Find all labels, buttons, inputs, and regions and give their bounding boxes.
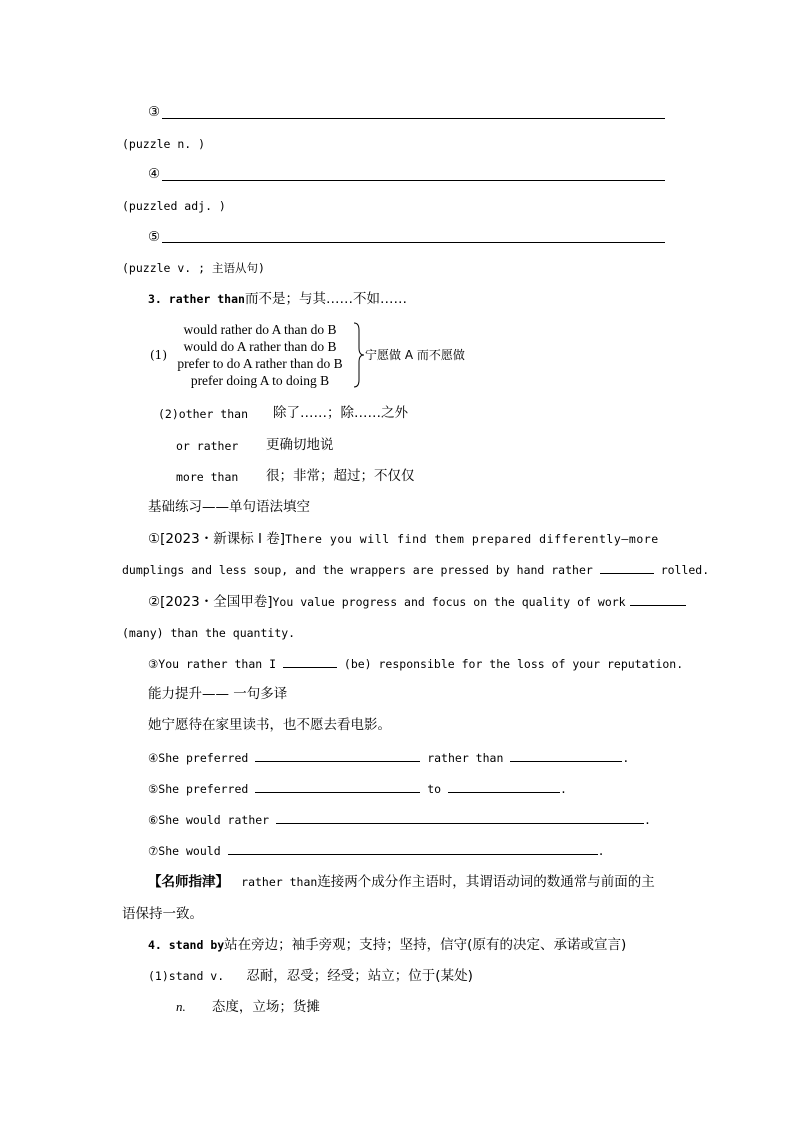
t6-text-a: ⑥She would rather [148,813,270,827]
pattern-item: would do A rather than do B [183,339,337,354]
t5-blank-1[interactable] [255,780,420,793]
section-4-number: 4. [148,938,169,952]
t4-text-a: ④She preferred [148,751,249,765]
translation-5 [148,780,567,798]
section-4-sub-1 [148,967,473,986]
tip-phrase: rather than [241,875,318,889]
q1-blank[interactable] [600,561,654,574]
q3-text-b: (be) responsible for the loss of your reputation. [343,657,684,671]
sub-2-other-than: (2)other than [158,407,249,421]
pattern-item: would rather do A than do B [183,322,337,337]
basic-heading: 基础练习——单句语法填空 [148,499,310,515]
translation-6 [148,811,651,829]
t4-text-b: rather than [427,751,504,765]
item-3-number: ③ [148,104,161,120]
answer-line-3[interactable] [162,118,665,119]
section-4-meaning: 站在旁边；袖手旁观；支持；坚持，信守(原有的决定、承诺或宣言) [224,937,627,953]
q2-text-b: (many) than the quantity. [122,626,296,640]
stand-v-meaning: 忍耐，忍受；经受；站立；位于(某处) [246,968,473,984]
t5-blank-2[interactable] [448,780,560,793]
basic-q1-line-b [122,561,709,579]
hint-puzzle-n: (puzzle n. ) [122,137,206,151]
or-rather-meaning: 更确切地说 [266,437,334,453]
translation-7 [148,842,605,860]
q3-text-a: ③You rather than I [148,657,277,671]
q2-source: ②[2023・全国甲卷] [148,594,273,610]
q2-text-a: You value progress and focus on the quality of work [272,595,626,609]
tip-label: 【名师指津】 [148,874,229,890]
basic-q1-line-a [148,530,659,549]
q2-blank[interactable] [630,593,686,606]
t7-text-a: ⑦She would [148,844,221,858]
hint-puzzled-adj: (puzzled adj. ) [122,199,226,213]
answer-line-5[interactable] [162,242,665,243]
pattern-meaning: 宁愿做 A 而不愿做 [365,348,465,362]
t6-blank[interactable] [276,811,644,824]
q1-text-b2: rolled. [660,563,710,577]
item-4-number: ④ [148,166,161,182]
period: . [622,751,630,765]
section-3-phrase: rather than [168,292,245,306]
section-4-noun [176,998,320,1017]
tip-line-a [148,873,655,892]
q1-source: ①[2023・新课标 Ⅰ 卷] [148,531,286,547]
period: . [597,844,605,858]
section-3-heading [148,290,407,309]
period: . [560,782,567,796]
stand-n-meaning: 态度，立场；货摊 [211,999,320,1015]
basic-q2-line-a [148,593,686,612]
more-than-meaning: 很；非常；超过；不仅仅 [266,468,415,484]
q1-text-b1: dumplings and less soup, and the wrappers are pressed by hand rather [122,563,593,577]
section-4-phrase: stand by [168,938,225,952]
q3-blank[interactable] [283,655,337,668]
tip-text: 连接两个成分作主语时，其谓语动词的数通常与前面的主 [317,874,655,890]
t5-text-b: to [427,782,442,796]
sub-2-meaning: 除了……；除……之外 [273,405,408,421]
translation-4 [148,749,629,767]
pattern-item: prefer to do A rather than do B [177,356,343,371]
right-brace-icon [352,322,366,388]
section-4-heading [148,936,626,955]
hint-puzzle-v: (puzzle v. ; 主语从句) [122,261,265,275]
pattern-list [166,321,354,389]
tip-line-b: 语保持一致。 [122,906,203,922]
advanced-heading: 能力提升—— 一句多译 [148,686,288,702]
pattern-item: prefer doing A to doing B [190,373,330,388]
t4-blank-2[interactable] [510,749,622,762]
stand-v: (1)stand v. [148,969,225,983]
stand-n: n. [176,999,186,1014]
basic-q3 [148,655,683,673]
period: . [644,813,651,827]
more-than: more than [176,470,239,484]
item-5-number: ⑤ [148,229,161,245]
t7-blank[interactable] [228,842,598,855]
t5-text-a: ⑤She preferred [148,782,249,796]
advanced-sentence: 她宁愿待在家里读书，也不愿去看电影。 [148,717,391,733]
section-3-meaning: 而不是；与其……不如…… [244,291,407,307]
or-rather: or rather [176,439,239,453]
sub-1-label: (1) [150,348,167,362]
q1-text-a: There you will find them prepared differently—more [285,532,659,546]
t4-blank-1[interactable] [255,749,420,762]
section-3-number: 3. [148,292,169,306]
answer-line-4[interactable] [162,180,665,181]
